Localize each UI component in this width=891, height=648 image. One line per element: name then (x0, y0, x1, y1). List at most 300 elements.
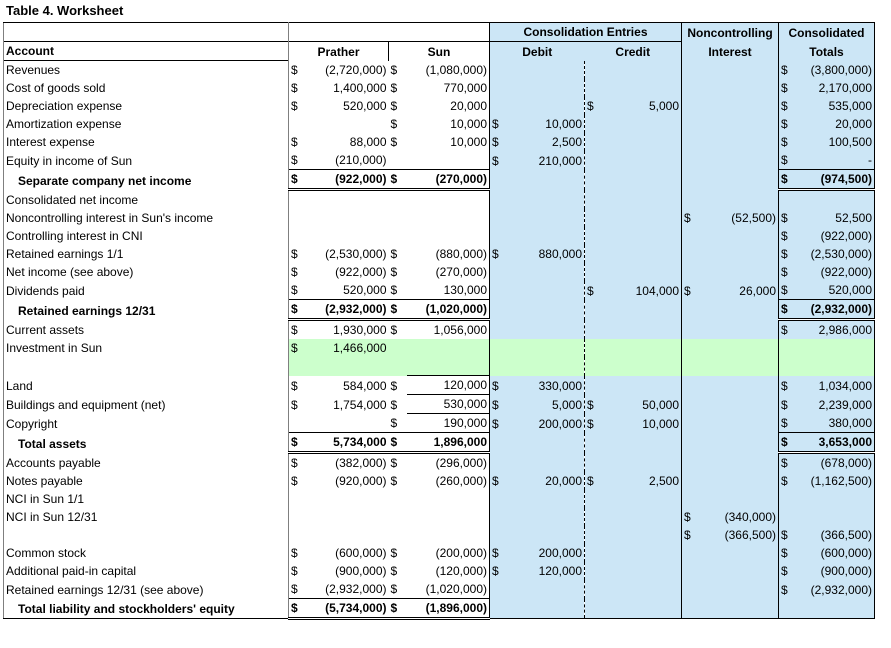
sun-dollar-sign: $ (390, 247, 398, 261)
table-row (4, 170, 875, 190)
nci-dollar-sign (682, 320, 700, 340)
sun-cell: (1,896,000) (407, 599, 490, 619)
credit-dollar-sign (585, 151, 603, 170)
credit-cell (603, 320, 682, 340)
nci-cell (700, 300, 779, 320)
prather-dollar-sign: $ (289, 245, 307, 263)
credit-cell: 5,000 (603, 97, 682, 115)
nci-cell (700, 263, 779, 281)
nci-cell: (366,500) (700, 526, 779, 544)
credit-dollar-sign (585, 490, 603, 508)
sun-dollar-sign: $ (390, 81, 398, 95)
debit-dollar-sign (490, 320, 508, 340)
prather-dollar-sign (289, 115, 307, 133)
total-dollar-sign (779, 190, 797, 210)
sun-cell: 190,000 (407, 414, 490, 433)
nci-dollar-sign (682, 580, 700, 599)
table-row (4, 281, 875, 300)
account-cell: Controlling interest in CNI (4, 227, 289, 245)
debit-cell (508, 490, 585, 508)
prather-cell: (210,000) (335, 153, 387, 167)
table-row (4, 453, 875, 473)
nci-dollar-sign (682, 357, 700, 376)
total-dollar-sign: $ (779, 580, 797, 599)
prather-dollar-sign: $ (289, 433, 307, 453)
credit-cell: 10,000 (603, 414, 682, 433)
credit-dollar-sign (585, 376, 603, 395)
credit-cell (603, 580, 682, 599)
nci-cell (700, 433, 779, 453)
sun-cell: 130,000 (407, 281, 490, 300)
credit-dollar-sign (585, 580, 603, 599)
credit-dollar-sign (585, 61, 603, 80)
total-dollar-sign (779, 599, 797, 619)
sun-dollar-sign (389, 339, 407, 357)
total-dollar-sign: $ (779, 263, 797, 281)
consolidated-header-line2: Totals (779, 42, 875, 61)
nci-cell (700, 151, 779, 170)
account-cell: Revenues (4, 61, 289, 80)
prather-cell: 1,754,000 (333, 397, 387, 412)
prather-cell (307, 526, 389, 544)
debit-dollar-sign (490, 61, 508, 80)
debit-dollar-sign (490, 526, 508, 544)
debit-dollar-sign (490, 339, 508, 357)
debit-cell (508, 263, 585, 281)
credit-dollar-sign (585, 263, 603, 281)
debit-cell (508, 339, 585, 357)
credit-dollar-sign: $ (585, 281, 603, 300)
total-cell: 2,170,000 (797, 79, 875, 97)
sun-cell: 20,000 (407, 97, 490, 115)
table-row (4, 526, 875, 544)
nci-dollar-sign (682, 599, 700, 619)
debit-cell (508, 320, 585, 340)
prather-cell: (2,530,000) (325, 247, 387, 261)
sun-dollar-sign: $ (389, 300, 407, 320)
sun-dollar-sign (389, 357, 407, 376)
credit-dollar-sign: $ (585, 395, 603, 414)
debit-cell (508, 61, 585, 80)
table-row (4, 133, 875, 151)
prather-dollar-sign (289, 190, 307, 210)
nci-cell: 26,000 (700, 281, 779, 300)
prather-dollar-sign (289, 508, 307, 526)
credit-dollar-sign (585, 320, 603, 340)
total-cell: (600,000) (797, 544, 875, 562)
prather-cell: (922,000) (307, 170, 389, 190)
nci-dollar-sign (682, 133, 700, 151)
debit-cell: 20,000 (508, 472, 585, 490)
credit-dollar-sign (585, 209, 603, 227)
nci-dollar-sign (682, 227, 700, 245)
prather-dollar-sign: $ (289, 97, 307, 115)
nci-dollar-sign (682, 61, 700, 80)
credit-dollar-sign: $ (585, 97, 603, 115)
nci-dollar-sign (682, 115, 700, 133)
debit-dollar-sign: $ (490, 395, 508, 414)
prather-cell: (2,720,000) (325, 63, 387, 77)
prather-cell (307, 490, 389, 508)
credit-cell (603, 526, 682, 544)
total-cell: (922,000) (797, 263, 875, 281)
debit-dollar-sign (490, 357, 508, 376)
prather-cell (307, 227, 389, 245)
debit-dollar-sign (490, 490, 508, 508)
total-dollar-sign: $ (779, 453, 797, 473)
nci-cell (700, 376, 779, 395)
account-cell: Land (4, 376, 289, 395)
account-cell: Current assets (4, 320, 289, 340)
nci-dollar-sign: $ (682, 281, 700, 300)
total-cell: - (797, 151, 875, 170)
credit-dollar-sign (585, 170, 603, 190)
total-dollar-sign: $ (779, 170, 797, 190)
total-cell: 2,986,000 (797, 320, 875, 340)
credit-cell (603, 562, 682, 580)
total-cell: 20,000 (797, 115, 875, 133)
account-cell: Interest expense (4, 133, 289, 151)
total-cell: 520,000 (797, 281, 875, 300)
prather-dollar-sign (289, 357, 307, 376)
table-row (4, 300, 875, 320)
debit-cell (508, 97, 585, 115)
total-dollar-sign: $ (779, 151, 797, 170)
total-dollar-sign: $ (779, 526, 797, 544)
sun-cell: 530,000 (407, 395, 490, 414)
table-row (4, 433, 875, 453)
nci-cell (700, 580, 779, 599)
debit-dollar-sign: $ (490, 376, 508, 395)
prather-dollar-sign: $ (289, 281, 307, 300)
nci-cell (700, 115, 779, 133)
prather-cell: (900,000) (335, 564, 387, 578)
total-cell: (1,162,500) (797, 472, 875, 490)
debit-cell: 330,000 (508, 376, 585, 395)
total-dollar-sign (779, 508, 797, 526)
table-row (4, 414, 875, 433)
debit-dollar-sign (490, 580, 508, 599)
total-dollar-sign: $ (779, 281, 797, 300)
nci-dollar-sign (682, 472, 700, 490)
credit-dollar-sign (585, 300, 603, 320)
prather-dollar-sign (289, 490, 307, 508)
prather-header: Prather (289, 42, 389, 61)
total-cell: (2,530,000) (797, 245, 875, 263)
debit-cell (508, 508, 585, 526)
nci-dollar-sign (682, 395, 700, 414)
sun-cell: (270,000) (407, 170, 490, 190)
nci-cell (700, 490, 779, 508)
account-cell: Additional paid-in capital (4, 562, 289, 580)
nci-dollar-sign: $ (682, 209, 700, 227)
sun-cell: (880,000) (407, 245, 490, 263)
nci-cell (700, 190, 779, 210)
prather-cell: (600,000) (335, 546, 387, 560)
sun-cell (407, 490, 490, 508)
sun-cell (407, 209, 490, 227)
header-row-1 (4, 23, 875, 42)
total-dollar-sign: $ (779, 300, 797, 320)
prather-cell (307, 414, 389, 433)
sun-cell: 120,000 (407, 376, 490, 395)
table-row (4, 599, 875, 619)
nci-cell (700, 544, 779, 562)
sun-dollar-sign: $ (389, 599, 407, 619)
debit-cell: 5,000 (508, 395, 585, 414)
debit-dollar-sign (490, 433, 508, 453)
nci-dollar-sign (682, 339, 700, 357)
debit-dollar-sign (490, 508, 508, 526)
sun-cell: (1,020,000) (407, 580, 490, 599)
sun-cell: 10,000 (407, 115, 490, 133)
prather-dollar-sign: $ (289, 472, 307, 490)
worksheet-table (3, 22, 875, 620)
total-cell: (2,932,000) (797, 580, 875, 599)
credit-dollar-sign (585, 79, 603, 97)
nci-dollar-sign (682, 300, 700, 320)
credit-dollar-sign (585, 339, 603, 357)
account-cell: Equity in income of Sun (4, 151, 289, 170)
nci-dollar-sign (682, 190, 700, 210)
account-cell (4, 526, 289, 544)
credit-dollar-sign (585, 526, 603, 544)
credit-dollar-sign (585, 453, 603, 473)
sun-dollar-sign: $ (390, 63, 398, 77)
debit-cell: 200,000 (508, 544, 585, 562)
nci-dollar-sign (682, 433, 700, 453)
table-row (4, 79, 875, 97)
nci-cell (700, 170, 779, 190)
credit-dollar-sign (585, 562, 603, 580)
prather-dollar-sign (289, 526, 307, 544)
table-row (4, 61, 875, 80)
debit-dollar-sign: $ (490, 115, 508, 133)
account-header: Account (4, 42, 289, 61)
total-dollar-sign: $ (779, 133, 797, 151)
credit-cell: 50,000 (603, 395, 682, 414)
sun-header: Sun (389, 42, 490, 61)
prather-dollar-sign: $ (289, 170, 307, 190)
nci-cell (700, 97, 779, 115)
total-dollar-sign: $ (779, 79, 797, 97)
consolidated-header-line1: Consolidated (779, 23, 875, 42)
prather-cell (307, 357, 389, 376)
table-row (4, 580, 875, 599)
sun-cell (407, 227, 490, 245)
sun-cell (407, 339, 490, 357)
nci-dollar-sign (682, 170, 700, 190)
total-cell: (974,500) (797, 170, 875, 190)
sun-dollar-sign: $ (390, 582, 398, 596)
sun-dollar-sign: $ (390, 416, 398, 430)
prather-cell: 520,000 (343, 283, 387, 297)
prather-cell: (5,734,000) (307, 599, 389, 619)
debit-cell: 200,000 (508, 414, 585, 433)
total-dollar-sign: $ (779, 376, 797, 395)
debit-cell (508, 433, 585, 453)
prather-cell: 88,000 (349, 135, 387, 149)
nci-cell (700, 61, 779, 80)
total-dollar-sign: $ (779, 245, 797, 263)
sun-dollar-sign: $ (390, 265, 398, 279)
credit-dollar-sign: $ (585, 472, 603, 490)
nci-dollar-sign (682, 490, 700, 508)
debit-cell (508, 170, 585, 190)
sun-cell: 770,000 (407, 79, 490, 97)
total-cell: 535,000 (797, 97, 875, 115)
worksheet-title: Table 4. Worksheet (6, 3, 124, 18)
sun-dollar-sign (389, 508, 407, 526)
account-cell: Total assets (4, 433, 289, 453)
total-cell (797, 490, 875, 508)
prather-cell: 520,000 (343, 99, 387, 113)
total-dollar-sign: $ (779, 433, 797, 453)
credit-cell (603, 490, 682, 508)
prather-cell: 584,000 (343, 378, 387, 393)
sun-dollar-sign: $ (390, 397, 398, 412)
sun-dollar-sign: $ (389, 433, 407, 453)
prather-dollar-sign: $ (289, 580, 307, 599)
account-cell: Dividends paid (4, 281, 289, 300)
sun-dollar-sign: $ (390, 117, 398, 131)
credit-cell (603, 508, 682, 526)
nci-cell (700, 472, 779, 490)
sun-dollar-sign (389, 209, 407, 227)
account-cell: Retained earnings 12/31 (4, 300, 289, 320)
credit-dollar-sign (585, 190, 603, 210)
sun-cell (407, 151, 490, 170)
debit-dollar-sign (490, 190, 508, 210)
total-cell: (2,932,000) (797, 300, 875, 320)
debit-cell (508, 580, 585, 599)
table-row (4, 227, 875, 245)
sun-cell: (120,000) (407, 562, 490, 580)
debit-cell (508, 281, 585, 300)
credit-dollar-sign (585, 544, 603, 562)
debit-dollar-sign (490, 170, 508, 190)
nci-cell (700, 227, 779, 245)
debit-header: Debit (490, 42, 585, 61)
total-cell: 3,653,000 (797, 433, 875, 453)
sun-cell: (260,000) (407, 472, 490, 490)
sun-cell: 10,000 (407, 133, 490, 151)
nci-dollar-sign (682, 562, 700, 580)
prather-dollar-sign: $ (289, 300, 307, 320)
prather-dollar-sign: $ (289, 599, 307, 619)
total-dollar-sign (779, 490, 797, 508)
credit-cell (603, 544, 682, 562)
nci-dollar-sign: $ (682, 526, 700, 544)
debit-cell: 120,000 (508, 562, 585, 580)
credit-dollar-sign (585, 357, 603, 376)
nci-dollar-sign (682, 97, 700, 115)
nci-dollar-sign (682, 544, 700, 562)
table-row (4, 151, 875, 170)
debit-cell (508, 209, 585, 227)
total-dollar-sign (779, 357, 797, 376)
prather-cell (307, 209, 389, 227)
total-dollar-sign: $ (779, 414, 797, 433)
credit-dollar-sign: $ (585, 414, 603, 433)
nci-cell (700, 395, 779, 414)
sun-dollar-sign: $ (390, 283, 398, 297)
debit-dollar-sign (490, 281, 508, 300)
credit-cell (603, 115, 682, 133)
credit-cell (603, 300, 682, 320)
credit-cell (603, 61, 682, 80)
nci-cell (700, 339, 779, 357)
total-cell: 2,239,000 (797, 395, 875, 414)
account-cell: Notes payable (4, 472, 289, 490)
account-cell: Accounts payable (4, 453, 289, 473)
nci-dollar-sign (682, 453, 700, 473)
table-row (4, 320, 875, 340)
credit-cell (603, 209, 682, 227)
prather-dollar-sign: $ (289, 544, 307, 562)
prather-cell: (920,000) (335, 474, 387, 488)
sun-dollar-sign: $ (390, 564, 398, 578)
prather-dollar-sign: $ (289, 320, 307, 340)
total-dollar-sign: $ (779, 115, 797, 133)
prather-dollar-sign: $ (289, 151, 307, 170)
credit-dollar-sign (585, 115, 603, 133)
nci-cell (700, 414, 779, 433)
total-cell: 52,500 (797, 209, 875, 227)
nci-cell: (52,500) (700, 209, 779, 227)
sun-dollar-sign: $ (390, 99, 398, 113)
debit-cell: 10,000 (508, 115, 585, 133)
noncontrolling-header-line2: Interest (682, 42, 779, 61)
account-cell: Separate company net income (4, 170, 289, 190)
sun-cell: (1,080,000) (407, 61, 490, 80)
account-cell: Consolidated net income (4, 190, 289, 210)
nci-dollar-sign (682, 79, 700, 97)
account-cell: Amortization expense (4, 115, 289, 133)
total-cell: (3,800,000) (797, 61, 875, 80)
table-row (4, 209, 875, 227)
sun-dollar-sign: $ (390, 135, 398, 149)
account-cell: Copyright (4, 414, 289, 433)
nci-cell (700, 133, 779, 151)
table-row (4, 97, 875, 115)
sun-cell: 1,896,000 (407, 433, 490, 453)
credit-cell (603, 227, 682, 245)
sun-cell (407, 508, 490, 526)
debit-dollar-sign (490, 79, 508, 97)
total-dollar-sign: $ (779, 472, 797, 490)
prather-dollar-sign: $ (289, 453, 307, 473)
nci-dollar-sign (682, 245, 700, 263)
credit-cell (603, 245, 682, 263)
table-row (4, 357, 875, 376)
sun-cell: (1,020,000) (407, 300, 490, 320)
credit-cell: 104,000 (603, 281, 682, 300)
sun-dollar-sign: $ (390, 378, 398, 393)
nci-cell (700, 79, 779, 97)
debit-dollar-sign (490, 97, 508, 115)
credit-header: Credit (585, 42, 682, 61)
table-row (4, 339, 875, 357)
sun-cell: (200,000) (407, 544, 490, 562)
nci-cell (700, 599, 779, 619)
consolidation-entries-header: Consolidation Entries (490, 23, 682, 42)
debit-dollar-sign (490, 263, 508, 281)
credit-dollar-sign (585, 433, 603, 453)
account-cell: Retained earnings 12/31 (see above) (4, 580, 289, 599)
nci-dollar-sign (682, 151, 700, 170)
sun-dollar-sign: $ (390, 456, 398, 470)
